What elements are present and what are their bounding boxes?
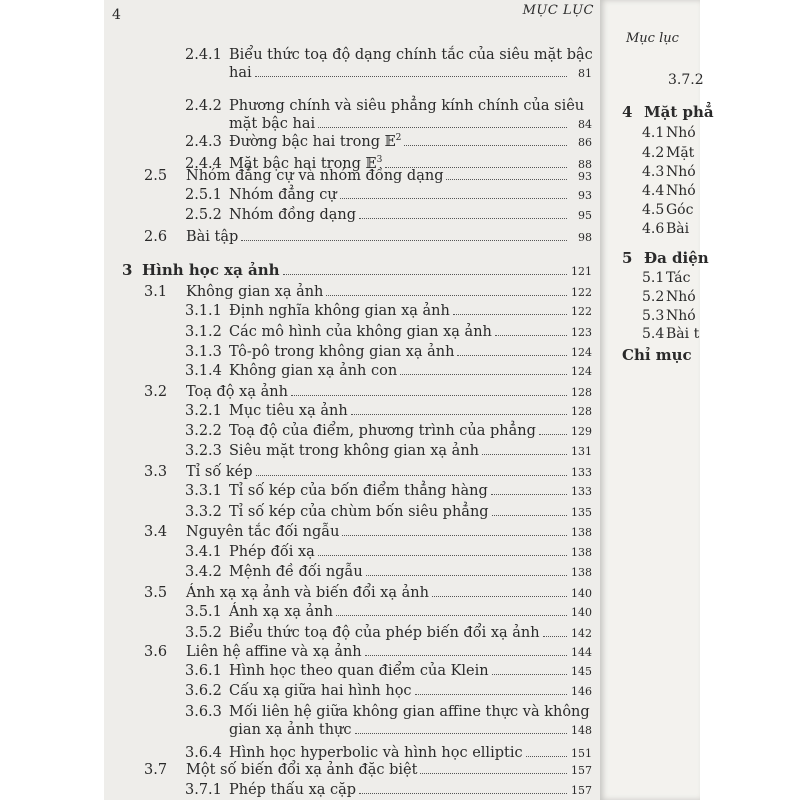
toc-title-continued: hai [229, 65, 252, 81]
dot-leader [291, 383, 567, 396]
toc-number: 3.1.2 [185, 324, 222, 340]
toc-page-number: 140 [571, 587, 592, 600]
toc-number: 3.1.1 [185, 303, 222, 319]
toc-page-number: 122 [571, 286, 592, 299]
toc-number: 4 [622, 103, 633, 121]
dot-leader [453, 302, 567, 315]
toc-page-number: 86 [578, 135, 592, 149]
toc-title: Đường bậc hai trong 𝔼$^2$ [229, 133, 402, 150]
toc-title-continued: mặt bậc hai [229, 116, 316, 132]
dot-leader [400, 362, 567, 375]
toc-page-number: 138 [571, 546, 592, 559]
dot-leader [318, 543, 567, 556]
toc-page-number: 142 [571, 627, 592, 640]
toc-title: Đa diện [644, 249, 709, 267]
toc-number: 5 [622, 249, 633, 267]
toc-number: 2.6 [144, 229, 168, 245]
toc-number: 3.2 [144, 384, 168, 400]
dot-leader [255, 64, 567, 77]
toc-title: Hình học theo quan điểm của Klein [229, 663, 489, 679]
toc-number: 2.4.1 [185, 47, 222, 63]
toc-page-number: 88 [578, 157, 592, 171]
toc-title: Phép thấu xạ cặp [229, 782, 357, 798]
toc-number: 3.4.2 [185, 564, 222, 580]
toc-number: 3.5 [144, 585, 168, 601]
toc-title: Tỉ số kép của bốn điểm thẳng hàng [229, 483, 488, 499]
toc-subsection [185, 205, 592, 225]
toc-title: Toạ độ của điểm, phương trình của phẳng [229, 423, 536, 439]
right-toc-chapter [622, 248, 709, 268]
dot-leader [241, 228, 567, 241]
toc-number: 5.1 [642, 270, 665, 286]
toc-continuation [229, 720, 592, 740]
toc-subsection [185, 602, 592, 622]
toc-title: Nhó [666, 125, 696, 141]
toc-number: 2.4.4 [185, 155, 222, 172]
toc-subsection [185, 441, 592, 461]
toc-number: 3.1.4 [185, 363, 222, 379]
toc-section [144, 760, 592, 780]
toc-number: 4.6 [642, 221, 665, 237]
dot-leader [366, 563, 567, 576]
toc-number: 3.5.1 [185, 604, 222, 620]
toc-page-number: 123 [571, 326, 592, 339]
toc-number: 3.2.3 [185, 443, 222, 459]
right-toc-chapter [622, 102, 714, 122]
toc-number: 3.1 [144, 284, 168, 300]
toc-number: 3.4 [144, 524, 168, 540]
toc-number: 3.7.1 [185, 782, 222, 798]
dot-leader [359, 206, 567, 219]
toc-subsection [185, 401, 592, 421]
toc-title: Hình học hyperbolic và hình học elliptic [229, 745, 523, 761]
toc-title: Mối liên hệ giữa không gian affine thực và không [229, 704, 590, 720]
dot-leader [326, 283, 567, 296]
toc-subsection [185, 681, 592, 701]
toc-number: 4.4 [642, 183, 665, 199]
dot-leader [415, 682, 567, 695]
toc-subsection [185, 301, 592, 321]
dot-leader [543, 624, 567, 637]
toc-subsection [185, 361, 592, 381]
toc-page-number: 124 [571, 346, 592, 359]
right-toc-section [642, 287, 696, 307]
toc-page-number: 95 [578, 209, 592, 222]
toc-number: 3.6 [144, 644, 168, 660]
dot-leader [365, 643, 567, 656]
toc-page-number: 128 [571, 405, 592, 418]
toc-section [144, 166, 592, 186]
toc-subsection [185, 702, 592, 722]
toc-title: Nguyên tắc đối ngẫu [186, 524, 340, 540]
toc-title: Các mô hình của không gian xạ ảnh [229, 324, 492, 340]
toc-section [144, 462, 592, 482]
dot-leader [256, 463, 568, 476]
toc-number: 3.6.2 [185, 683, 222, 699]
toc-number: 3 [122, 261, 133, 279]
page-number: 4 [112, 7, 121, 23]
toc-page-number: 144 [571, 646, 592, 659]
toc-subsection [185, 661, 592, 681]
dot-leader [457, 343, 567, 356]
right-toc-section [642, 268, 690, 288]
toc-page-number: 157 [571, 784, 592, 797]
running-head: MỤC LỤC [522, 3, 594, 18]
dot-leader [355, 721, 568, 734]
right-toc-section [642, 324, 699, 344]
dot-leader [351, 402, 567, 415]
toc-title: Ánh xạ xạ ảnh [229, 604, 333, 620]
toc-subsection [185, 421, 592, 441]
toc-title: Nhó [666, 183, 696, 199]
left-page [104, 0, 600, 800]
toc-title: Phép đối xạ [229, 544, 315, 560]
toc-page-number: 140 [571, 606, 592, 619]
dot-leader [336, 603, 567, 616]
toc-page-number: 133 [571, 485, 592, 498]
toc-number: 2.4.3 [185, 133, 222, 150]
dot-leader [318, 115, 567, 128]
toc-title: Nhó [666, 289, 696, 305]
right-page [600, 0, 714, 800]
dot-leader [432, 584, 567, 597]
right-toc-section [642, 306, 696, 326]
toc-title: Mặt bậc hai trong 𝔼$^3$ [229, 155, 383, 172]
toc-title: Biểu thức toạ độ của phép biến đổi xạ ảnh [229, 625, 540, 641]
toc-title: Mặt phẳ [644, 103, 714, 121]
toc-title: Tác [666, 270, 691, 286]
toc-title: Mục tiêu xạ ảnh [229, 403, 348, 419]
toc-subsection [185, 502, 592, 522]
toc-number: 3.1.3 [185, 344, 222, 360]
toc-page-number: 131 [571, 445, 592, 458]
toc-title: Mặt [666, 145, 695, 161]
toc-title: Góc [666, 202, 694, 218]
toc-section [144, 227, 592, 247]
toc-number: 3.6.4 [185, 745, 222, 761]
toc-section [144, 282, 592, 302]
toc-page-number: 157 [571, 764, 592, 777]
dot-leader [340, 186, 567, 199]
toc-title: Cấu xạ giữa hai hình học [229, 683, 412, 699]
toc-subsection [185, 481, 592, 501]
toc-page-number: 98 [578, 231, 592, 244]
toc-page-number: 146 [571, 685, 592, 698]
toc-continuation [229, 63, 592, 83]
toc-number: 5.4 [642, 326, 665, 342]
toc-section [144, 522, 592, 542]
superscript: 3 [376, 155, 383, 165]
dot-leader [359, 781, 567, 794]
toc-page-number: 138 [571, 526, 592, 539]
toc-title: Liên hệ affine và xạ ảnh [186, 644, 362, 660]
right-toc-section [642, 143, 694, 163]
toc-number: 3.6.1 [185, 663, 222, 679]
toc-number: 3.2.2 [185, 423, 222, 439]
dot-leader [491, 482, 567, 495]
toc-title: Siêu mặt trong không gian xạ ảnh [229, 443, 479, 459]
toc-title: Toạ độ xạ ảnh [186, 384, 288, 400]
toc-subsection [185, 623, 592, 643]
toc-number: 2.4.2 [185, 98, 222, 114]
toc-number: 5.2 [642, 289, 665, 305]
toc-title: Bài tập [186, 229, 239, 245]
toc-page-number: 151 [571, 747, 592, 760]
toc-title: Tỉ số kép của chùm bốn siêu phẳng [229, 504, 489, 520]
toc-title: Nhóm đồng dạng [229, 207, 357, 223]
toc-subsection [185, 322, 592, 342]
dot-leader [446, 167, 567, 180]
toc-subsection [185, 562, 592, 582]
toc-number: 5.3 [642, 308, 665, 324]
toc-page-number: 84 [578, 118, 592, 131]
toc-subsection [185, 185, 592, 205]
toc-subsection [185, 45, 592, 65]
toc-number: 2.5.1 [185, 187, 222, 203]
toc-page-number: 128 [571, 386, 592, 399]
toc-page-number: 133 [571, 466, 592, 479]
toc-number: 3.3.1 [185, 483, 222, 499]
toc-number: 3.7 [144, 762, 168, 778]
toc-page-number: 129 [571, 425, 592, 438]
toc-title: Không gian xạ ảnh con [229, 363, 398, 379]
toc-title: Không gian xạ ảnh [186, 284, 324, 300]
toc-page-number: 148 [571, 724, 592, 737]
toc-subsection [185, 96, 592, 116]
right-toc-section [642, 162, 696, 182]
dot-leader [420, 761, 567, 774]
toc-title: Nhó [666, 164, 696, 180]
toc-title: Một số biến đổi xạ ảnh đặc biệt [186, 762, 418, 778]
toc-subsection [185, 542, 592, 562]
dot-leader [492, 662, 567, 675]
toc-title: Định nghĩa không gian xạ ảnh [229, 303, 450, 319]
toc-page-number: 93 [578, 189, 592, 202]
dot-leader [492, 503, 567, 516]
dot-leader [482, 442, 567, 455]
toc-title: Nhóm đẳng cự và nhóm đồng dạng [186, 168, 444, 184]
toc-number: 3.4.1 [185, 544, 222, 560]
toc-subsection [185, 128, 592, 148]
right-top-fragment: 3.7.2 [668, 72, 704, 88]
toc-section [144, 583, 592, 603]
toc-subsection [185, 780, 592, 800]
right-toc-section [642, 200, 693, 220]
dot-leader [526, 744, 567, 757]
toc-page-number: 93 [578, 170, 592, 183]
toc-title: Hình học xạ ảnh [142, 261, 280, 279]
toc-number: 4.5 [642, 202, 665, 218]
toc-title: Tỉ số kép [186, 464, 253, 480]
toc-title: Chỉ mục [622, 346, 692, 364]
right-toc-section [642, 181, 696, 201]
toc-section [144, 382, 592, 402]
superscript: 2 [395, 133, 402, 143]
toc-page-number: 135 [571, 506, 592, 519]
toc-title: Ánh xạ xạ ảnh và biến đổi xạ ảnh [186, 585, 429, 601]
dot-leader [404, 133, 567, 146]
toc-title-continued: gian xạ ảnh thực [229, 722, 352, 738]
toc-section [144, 642, 592, 662]
toc-page-number: 81 [578, 67, 592, 80]
toc-number: 3.6.3 [185, 704, 222, 720]
toc-number: 3.2.1 [185, 403, 222, 419]
toc-title: Tô-pô trong không gian xạ ảnh [229, 344, 455, 360]
right-running-head: Mục lục [626, 31, 679, 46]
right-toc-section [642, 219, 689, 239]
toc-page-number: 145 [571, 665, 592, 678]
toc-title: Biểu thức toạ độ dạng chính tắc của siêu mặt bậc [229, 47, 593, 63]
toc-number: 3.5.2 [185, 625, 222, 641]
right-toc-chapter [622, 345, 692, 365]
toc-number: 3.3 [144, 464, 168, 480]
toc-title: Bài t [666, 326, 700, 342]
dot-leader [539, 422, 567, 435]
toc-number: 4.1 [642, 125, 665, 141]
right-toc-section [642, 123, 696, 143]
toc-page-number: 121 [571, 265, 592, 278]
toc-chapter [122, 260, 592, 280]
toc-number: 2.5.2 [185, 207, 222, 223]
dot-leader [495, 323, 567, 336]
toc-number: 4.2 [642, 145, 665, 161]
toc-number: 4.3 [642, 164, 665, 180]
toc-number: 2.5 [144, 168, 168, 184]
toc-title: Phương chính và siêu phẳng kính chính của siêu [229, 98, 585, 114]
toc-title: Bài [666, 221, 690, 237]
toc-page-number: 138 [571, 566, 592, 579]
toc-title: Nhóm đẳng cự [229, 187, 337, 203]
toc-subsection [185, 342, 592, 362]
dot-leader [283, 262, 567, 275]
dot-leader [342, 523, 567, 536]
toc-page-number: 122 [571, 305, 592, 318]
toc-page-number: 124 [571, 365, 592, 378]
toc-title: Mệnh đề đối ngẫu [229, 564, 363, 580]
toc-title: Nhó [666, 308, 696, 324]
toc-number: 3.3.2 [185, 504, 222, 520]
